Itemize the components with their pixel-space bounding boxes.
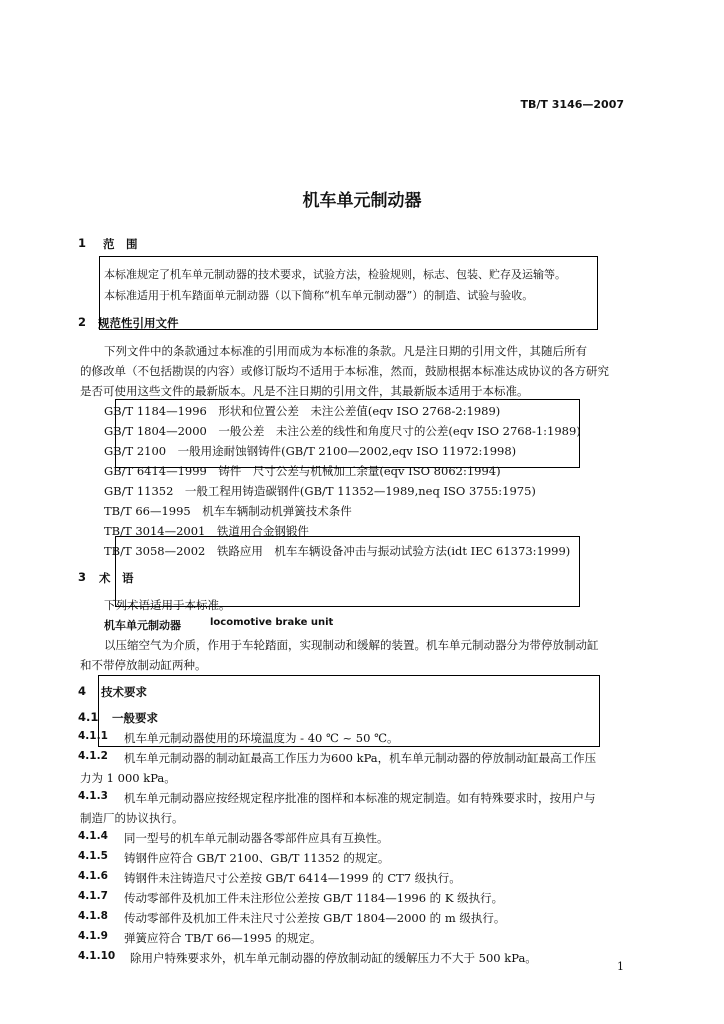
clause-text: 除用户特殊要求外，机车单元制动器的停放制动缸的缓解压力不大于 500 kPa。 (130, 951, 537, 965)
document-code: TB/T 3146—2007 (520, 98, 624, 111)
clause-text-continued: 力为 1 000 kPa。 (80, 771, 176, 785)
highlight-box (115, 536, 580, 607)
clause-number: 4.1.3 (78, 790, 108, 802)
clause-number: 4.1.2 (78, 750, 108, 762)
page-number: 1 (617, 960, 624, 973)
section-2-intro-line-1: 下列文件中的条款通过本标准的引用而成为本标准的条款。凡是注日期的引用文件，其随后所有 (104, 344, 587, 358)
clause-number: 4.1.4 (78, 830, 108, 842)
clause-number: 4.1.9 (78, 930, 108, 942)
clause-text: 铸钢件应符合 GB/T 2100、GB/T 11352 的规定。 (124, 851, 390, 865)
section-4-heading: 技术要求 (101, 685, 147, 699)
section-2-intro-line-3: 是否可使用这些文件的最新版本。凡是不注日期的引用文件，其最新版本适用于本标准。 (80, 384, 529, 398)
section-3-intro: 下列术语适用于本标准。 (104, 598, 231, 612)
highlight-box (98, 675, 600, 747)
term-english: locomotive brake unit (210, 617, 334, 628)
section-1-number: 1 (78, 236, 87, 250)
reference-item: TB/T 3014—2001 铁道用合金钢锻件 (104, 524, 309, 538)
clause-text: 弹簧应符合 TB/T 66—1995 的规定。 (124, 931, 322, 945)
reference-item: GB/T 6414—1999 铸件 尺寸公差与机械加工余量(eqv ISO 8062:1994) (104, 464, 501, 478)
term-definition-line-1: 以压缩空气为介质，作用于车轮踏面，实现制动和缓解的装置。机车单元制动器分为带停放制动缸 (104, 638, 599, 652)
subsection-4-1-number: 4.1 (78, 710, 99, 724)
section-4-number: 4 (78, 684, 87, 698)
term-definition-line-2: 和不带停放制动缸两种。 (80, 658, 207, 672)
clause-text: 传动零部件及机加工件未注尺寸公差按 GB/T 1804—2000 的 m 级执行。 (124, 911, 506, 925)
section-2-intro-line-2: 的修改单（不包括勘误的内容）或修订版均不适用于本标准，然而，鼓励根据本标准达成协议的各方研究 (80, 364, 609, 378)
section-1-para-1: 本标准规定了机车单元制动器的技术要求，试验方法，检验规则，标志、包装、贮存及运输等。 (104, 268, 566, 281)
reference-item: GB/T 2100 一般用途耐蚀钢铸件(GB/T 2100—2002,eqv ISO 11972:1998) (104, 444, 517, 458)
clause-number: 4.1.1 (78, 730, 108, 742)
section-1-heading: 范 围 (103, 237, 138, 251)
highlight-box (115, 399, 580, 468)
section-2-heading: 规范性引用文件 (98, 316, 179, 330)
reference-item: GB/T 11352 一般工程用铸造碳钢件(GB/T 11352—1989,neq ISO 3755:1975) (104, 484, 536, 498)
subsection-4-1-heading: 一般要求 (112, 711, 158, 725)
clause-text-continued: 制造厂的协议执行。 (80, 811, 184, 825)
clause-text: 同一型号的机车单元制动器各零部件应具有互换性。 (124, 831, 389, 845)
clause-text: 机车单元制动器使用的环境温度为 - 40 ℃ ~ 50 ℃。 (124, 731, 399, 745)
reference-item: TB/T 3058—2002 铁路应用 机车车辆设备冲击与振动试验方法(idt IEC 61373:1999) (104, 544, 571, 558)
clause-text: 机车单元制动器应按经规定程序批准的图样和本标准的规定制造。如有特殊要求时，按用户与 (124, 791, 596, 805)
section-3-heading: 术 语 (99, 571, 134, 585)
reference-item: GB/T 1184—1996 形状和位置公差 未注公差值(eqv ISO 2768-2:1989) (104, 404, 501, 418)
clause-number: 4.1.6 (78, 870, 108, 882)
clause-text: 机车单元制动器的制动缸最高工作压力为600 kPa，机车单元制动器的停放制动缸最高工作压 (124, 751, 597, 765)
clause-number: 4.1.7 (78, 890, 108, 902)
clause-text: 铸钢件未注铸造尺寸公差按 GB/T 6414—1999 的 CT7 级执行。 (124, 871, 461, 885)
clause-number: 4.1.10 (78, 950, 116, 962)
section-2-number: 2 (78, 315, 87, 329)
section-1-para-2: 本标准适用于机车踏面单元制动器（以下简称“机车单元制动器”）的制造、试验与验收。 (104, 289, 534, 302)
reference-item: TB/T 66—1995 机车车辆制动机弹簧技术条件 (104, 504, 352, 518)
clause-number: 4.1.8 (78, 910, 108, 922)
document-title: 机车单元制动器 (302, 191, 422, 211)
term-chinese: 机车单元制动器 (104, 619, 181, 632)
clause-text: 传动零部件及机加工件未注形位公差按 GB/T 1184—1996 的 K 级执行。 (124, 891, 504, 905)
clause-number: 4.1.5 (78, 850, 108, 862)
highlight-box (99, 256, 598, 330)
section-3-number: 3 (78, 570, 87, 584)
reference-item: GB/T 1804—2000 一般公差 未注公差的线性和角度尺寸的公差(eqv ISO 2768-1:1989) (104, 424, 581, 438)
